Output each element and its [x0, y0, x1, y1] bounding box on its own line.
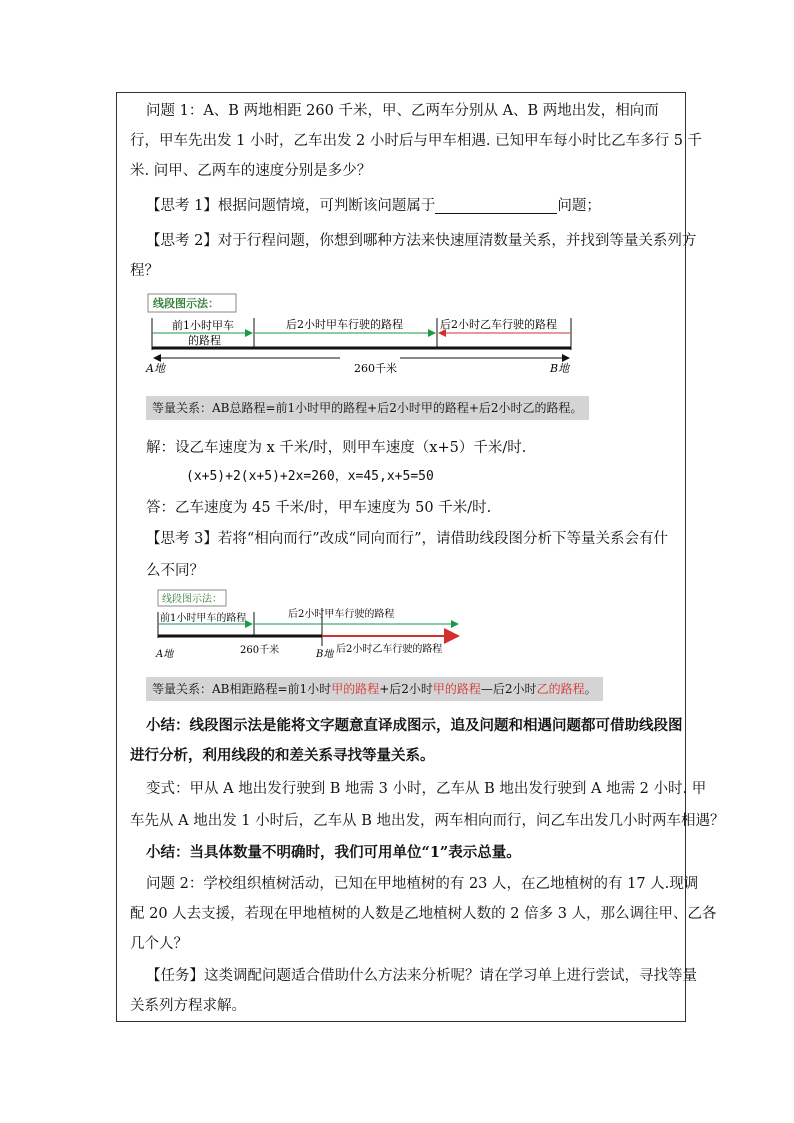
diagram2-distance: 260千米	[240, 645, 280, 656]
problem2-line1: 问题 2：学校组织植树活动，已知在甲地植树的有 23 人，在乙地植树的有 17 人.现调	[146, 876, 699, 892]
diagram1-seg2-label: 后2小时甲车行驶的路程	[286, 318, 403, 331]
think3-line2: 么不同？	[146, 563, 204, 579]
diagram1-distance: 260千米	[354, 362, 397, 375]
think3-line1: 【思考 3】若将“相向而行”改成“同向而行”，请借助线段图分析下等量关系会有什	[146, 531, 668, 547]
eq2-part3: —后2小时	[480, 682, 537, 696]
diagram1-left-end: A地	[146, 362, 165, 375]
task-line1: 【任务】这类调配问题适合借助什么方法来分析呢？请在学习单上进行尝试，寻找等量	[146, 968, 697, 984]
solution-line1: 解：设乙车速度为 x 千米/时，则甲车速度（x+5）千米/时.	[146, 440, 527, 456]
eq2-red3: 乙的路程	[536, 682, 585, 696]
equality-relation-1: 等量关系：AB总路程=前1小时甲的路程+后2小时甲的路程+后2小时乙的路程。	[146, 396, 589, 420]
diagram2-left-end: A地	[156, 649, 174, 660]
summary2: 小结：当具体数量不明确时，我们可用单位“1”表示总量。	[146, 844, 521, 861]
eq2-red1: 甲的路程	[331, 682, 380, 696]
diagram2-seg1-label: 前1小时甲车的路程	[160, 613, 247, 624]
think2-line2: 程？	[130, 263, 159, 279]
solution-equation: (x+5)+2(x+5)+2x=260，x=45,x+5=50	[186, 469, 434, 484]
think1-suffix: 问题；	[557, 198, 601, 214]
eq2-red2: 甲的路程	[432, 682, 481, 696]
diagram2-title: 线段图示法：	[162, 594, 222, 605]
eq2-part1: 等量关系：AB相距路程=前1小时	[152, 682, 332, 696]
problem1-line1: 问题 1：A、B 两地相距 260 千米，甲、乙两车分别从 A、B 两地出发，相向而	[146, 103, 659, 119]
problem2-line3: 几个人？	[130, 936, 188, 952]
problem1-line3: 米. 问甲、乙两车的速度分别是多少？	[130, 163, 372, 179]
eq2-part4: 。	[584, 682, 597, 696]
eq2-part2: +后2小时	[379, 682, 433, 696]
summary1-line2: 进行分析，利用线段的和差关系寻找等量关系。	[130, 747, 435, 764]
variant-line1: 变式：甲从 A 地出发行驶到 B 地需 3 小时，乙车从 B 地出发行驶到 A 地需 2 小时. 甲	[146, 781, 707, 797]
problem2-line2: 配 20 人去支援，若现在甲地植树的人数是乙地植树人数的 2 倍多 3 人，那么调往甲、乙各	[130, 906, 717, 922]
diagram1-right-end: B地	[550, 362, 570, 375]
diagram2-right-end: B地	[316, 649, 334, 660]
summary1-line1: 小结：线段图示法是能将文字题意直译成图示，追及问题和相遇问题都可借助线段图	[146, 717, 683, 734]
diagram2-seg3-label: 后2小时乙车行驶的路程	[336, 644, 443, 655]
think1-prefix: 【思考 1】根据问题情境，可判断该问题属于	[146, 198, 436, 214]
answer-blank[interactable]	[435, 199, 557, 214]
problem1-line2: 行，甲车先出发 1 小时，乙车出发 2 小时后与甲车相遇. 已知甲车每小时比乙车多行 5 千	[130, 133, 703, 149]
think1	[146, 191, 696, 221]
diagram1-seg1-line1: 前1小时甲车	[172, 319, 234, 332]
diagram1-seg1-line2: 的路程	[188, 334, 221, 347]
variant-line2: 车先从 A 地出发 1 小时后，乙车从 B 地出发，两车相向而行，问乙车出发几小时两车相遇？	[130, 813, 725, 829]
diagram2-seg2-label: 后2小时甲车行驶的路程	[288, 609, 395, 620]
answer-line: 答：乙车速度为 45 千米/时，甲车速度为 50 千米/时.	[146, 500, 492, 516]
think2-line1: 【思考 2】对于行程问题，你想到哪种方法来快速厘清数量关系，并找到等量关系列方	[146, 233, 697, 249]
equality-relation-2	[146, 677, 603, 701]
diagram1-title: 线段图示法：	[153, 297, 219, 310]
task-line2: 关系列方程求解。	[130, 998, 246, 1014]
diagram1-seg3-label: 后2小时乙车行驶的路程	[440, 318, 557, 331]
segment-diagram-opposite	[140, 288, 590, 388]
segment-diagram-same-direction	[150, 586, 480, 666]
